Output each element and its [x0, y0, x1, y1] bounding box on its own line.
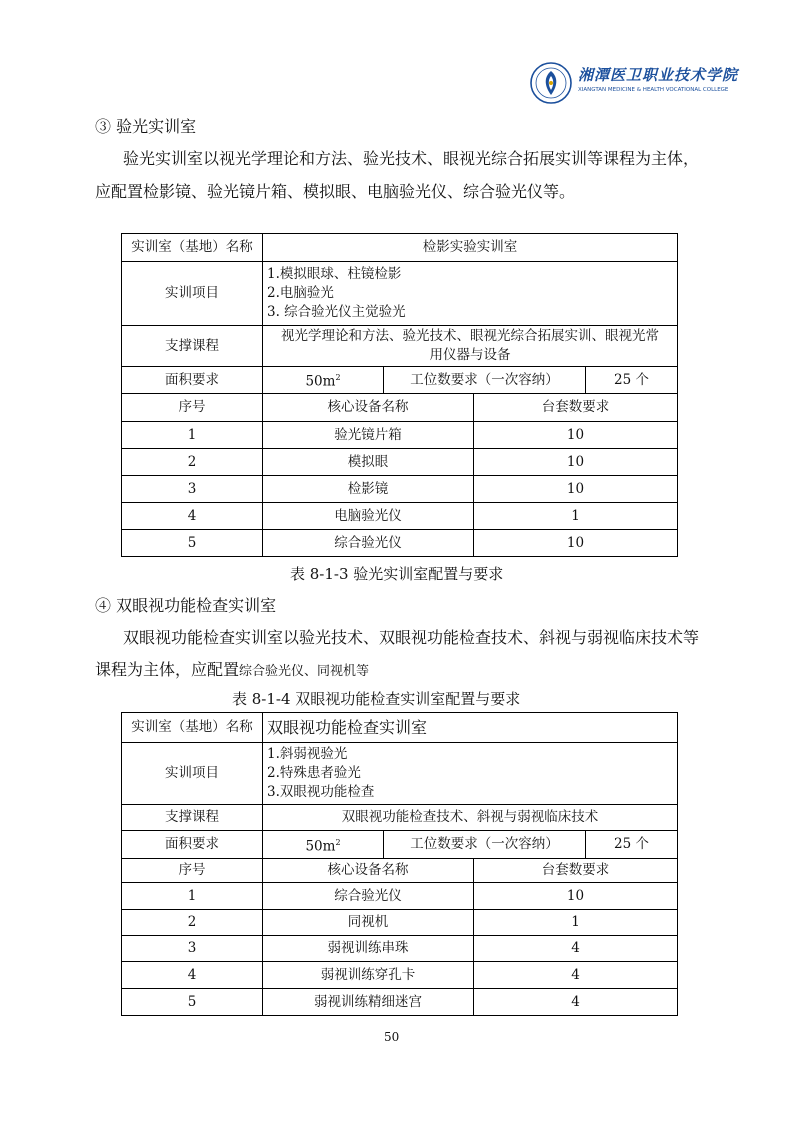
- table-label-projects: 实训项目: [122, 262, 263, 326]
- cell-name: 电脑验光仪: [263, 503, 474, 530]
- project-item: 2.特殊患者验光: [267, 765, 361, 781]
- cell-no: 4: [122, 962, 263, 989]
- cell-qty: 10: [474, 883, 678, 910]
- cell-name: 弱视训练串珠: [263, 936, 474, 962]
- table-label-course: 支撑课程: [122, 805, 263, 831]
- table-row: [122, 962, 678, 989]
- table-label-projects: 实训项目: [122, 743, 263, 805]
- table-value-base: 检影实验实训室: [263, 234, 678, 262]
- school-seal-icon: [530, 62, 572, 104]
- cell-name: 模拟眼: [263, 449, 474, 476]
- cell-qty: 10: [474, 530, 678, 557]
- cell-name: 综合验光仪: [263, 530, 474, 557]
- cell-no: 5: [122, 530, 263, 557]
- table-caption-8-1-3: 表 8-1-3 验光实训室配置与要求: [290, 565, 504, 583]
- cell-name: 检影镜: [263, 476, 474, 503]
- cell-no: 1: [122, 422, 263, 449]
- paragraph-text-small: 综合验光仪、同视机等: [239, 664, 370, 679]
- table-value-stations: 25 个: [586, 831, 678, 859]
- cell-name: 综合验光仪: [263, 883, 474, 910]
- table-value-stations: 25 个: [586, 367, 678, 394]
- cell-name: 验光镜片箱: [263, 422, 474, 449]
- cell-qty: 1: [474, 503, 678, 530]
- area-value: 50m: [305, 373, 336, 390]
- area-value: 50m: [305, 838, 336, 855]
- school-logo: [530, 62, 740, 106]
- cell-qty: 4: [474, 936, 678, 962]
- course-line: 视光学理论和方法、验光技术、眼视光综合拓展实训、眼视光常: [281, 328, 659, 344]
- area-unit-superscript: 2: [335, 373, 341, 383]
- cell-qty: 4: [474, 989, 678, 1016]
- cell-no: 3: [122, 476, 263, 503]
- project-item: 2.电脑验光: [267, 285, 334, 301]
- column-header-qty: 台套数要求: [474, 394, 678, 422]
- table-label-course: 支撑课程: [122, 326, 263, 367]
- cell-no: 5: [122, 989, 263, 1016]
- table-value-area: [263, 831, 384, 859]
- cell-qty: 1: [474, 910, 678, 936]
- equipment-table-binocular: [121, 712, 678, 1016]
- column-header-name: 核心设备名称: [263, 859, 474, 883]
- project-item: 1.模拟眼球、柱镜检影: [267, 266, 402, 282]
- cell-no: 2: [122, 910, 263, 936]
- table-value-course: 双眼视功能检查技术、斜视与弱视临床技术: [263, 805, 678, 831]
- table-label-base: 实训室（基地）名称: [122, 713, 263, 743]
- cell-qty: 10: [474, 476, 678, 503]
- cell-name: 弱视训练精细迷宫: [263, 989, 474, 1016]
- table-caption-8-1-4: 表 8-1-4 双眼视功能检查实训室配置与要求: [232, 690, 521, 708]
- table-row: [122, 989, 678, 1016]
- table-value-base: 双眼视功能检查实训室: [263, 713, 678, 743]
- paragraph-text: 课程为主体，应配置: [95, 660, 240, 679]
- column-header-no: 序号: [122, 859, 263, 883]
- project-item: 3.双眼视功能检查: [267, 784, 375, 800]
- project-item: 3. 综合验光仪主觉验光: [267, 304, 406, 320]
- table-row: [122, 936, 678, 962]
- section-heading-binocular-lab: ④ 双眼视功能检查实训室: [95, 596, 277, 615]
- table-value-projects: [263, 743, 678, 805]
- table-row: [122, 530, 678, 557]
- cell-name: 同视机: [263, 910, 474, 936]
- course-line: 用仪器与设备: [429, 347, 511, 363]
- school-name-en: XIANGTAN MEDICINE & HEALTH VOCATIONAL COLLEGE: [578, 87, 729, 93]
- column-header-no: 序号: [122, 394, 263, 422]
- table-row: [122, 503, 678, 530]
- school-name-cn: 湘潭医卫职业技术学院: [578, 66, 739, 84]
- table-label-base: 实训室（基地）名称: [122, 234, 263, 262]
- cell-qty: 10: [474, 422, 678, 449]
- cell-no: 1: [122, 883, 263, 910]
- cell-name: 弱视训练穿孔卡: [263, 962, 474, 989]
- table-value-course: [263, 326, 678, 367]
- table-value-area: [263, 367, 384, 394]
- paragraph-line: [95, 660, 369, 682]
- paragraph-line: 双眼视功能检查实训室以验光技术、双眼视功能检查技术、斜视与弱视临床技术等: [123, 628, 700, 647]
- paragraph-line: 验光实训室以视光学理论和方法、验光技术、眼视光综合拓展实训等课程为主体，: [123, 149, 700, 168]
- paragraph-line: 应配置检影镜、验光镜片箱、模拟眼、电脑验光仪、综合验光仪等。: [95, 182, 576, 201]
- table-value-projects: [263, 262, 678, 326]
- table-row: [122, 449, 678, 476]
- table-row: [122, 476, 678, 503]
- equipment-table-optometry: [121, 233, 678, 557]
- table-row: [122, 422, 678, 449]
- table-label-area: 面积要求: [122, 831, 263, 859]
- table-row: [122, 883, 678, 910]
- page-number: 50: [384, 1030, 400, 1044]
- column-header-qty: 台套数要求: [474, 859, 678, 883]
- cell-qty: 4: [474, 962, 678, 989]
- table-label-area: 面积要求: [122, 367, 263, 394]
- column-header-name: 核心设备名称: [263, 394, 474, 422]
- project-item: 1.斜弱视验光: [267, 746, 348, 762]
- cell-no: 3: [122, 936, 263, 962]
- area-unit-superscript: 2: [335, 837, 341, 847]
- table-label-stations: 工位数要求（一次容纳）: [384, 367, 586, 394]
- cell-qty: 10: [474, 449, 678, 476]
- table-row: [122, 910, 678, 936]
- section-heading-optometry-lab: ③ 验光实训室: [95, 117, 197, 136]
- cell-no: 2: [122, 449, 263, 476]
- cell-no: 4: [122, 503, 263, 530]
- table-label-stations: 工位数要求（一次容纳）: [384, 831, 586, 859]
